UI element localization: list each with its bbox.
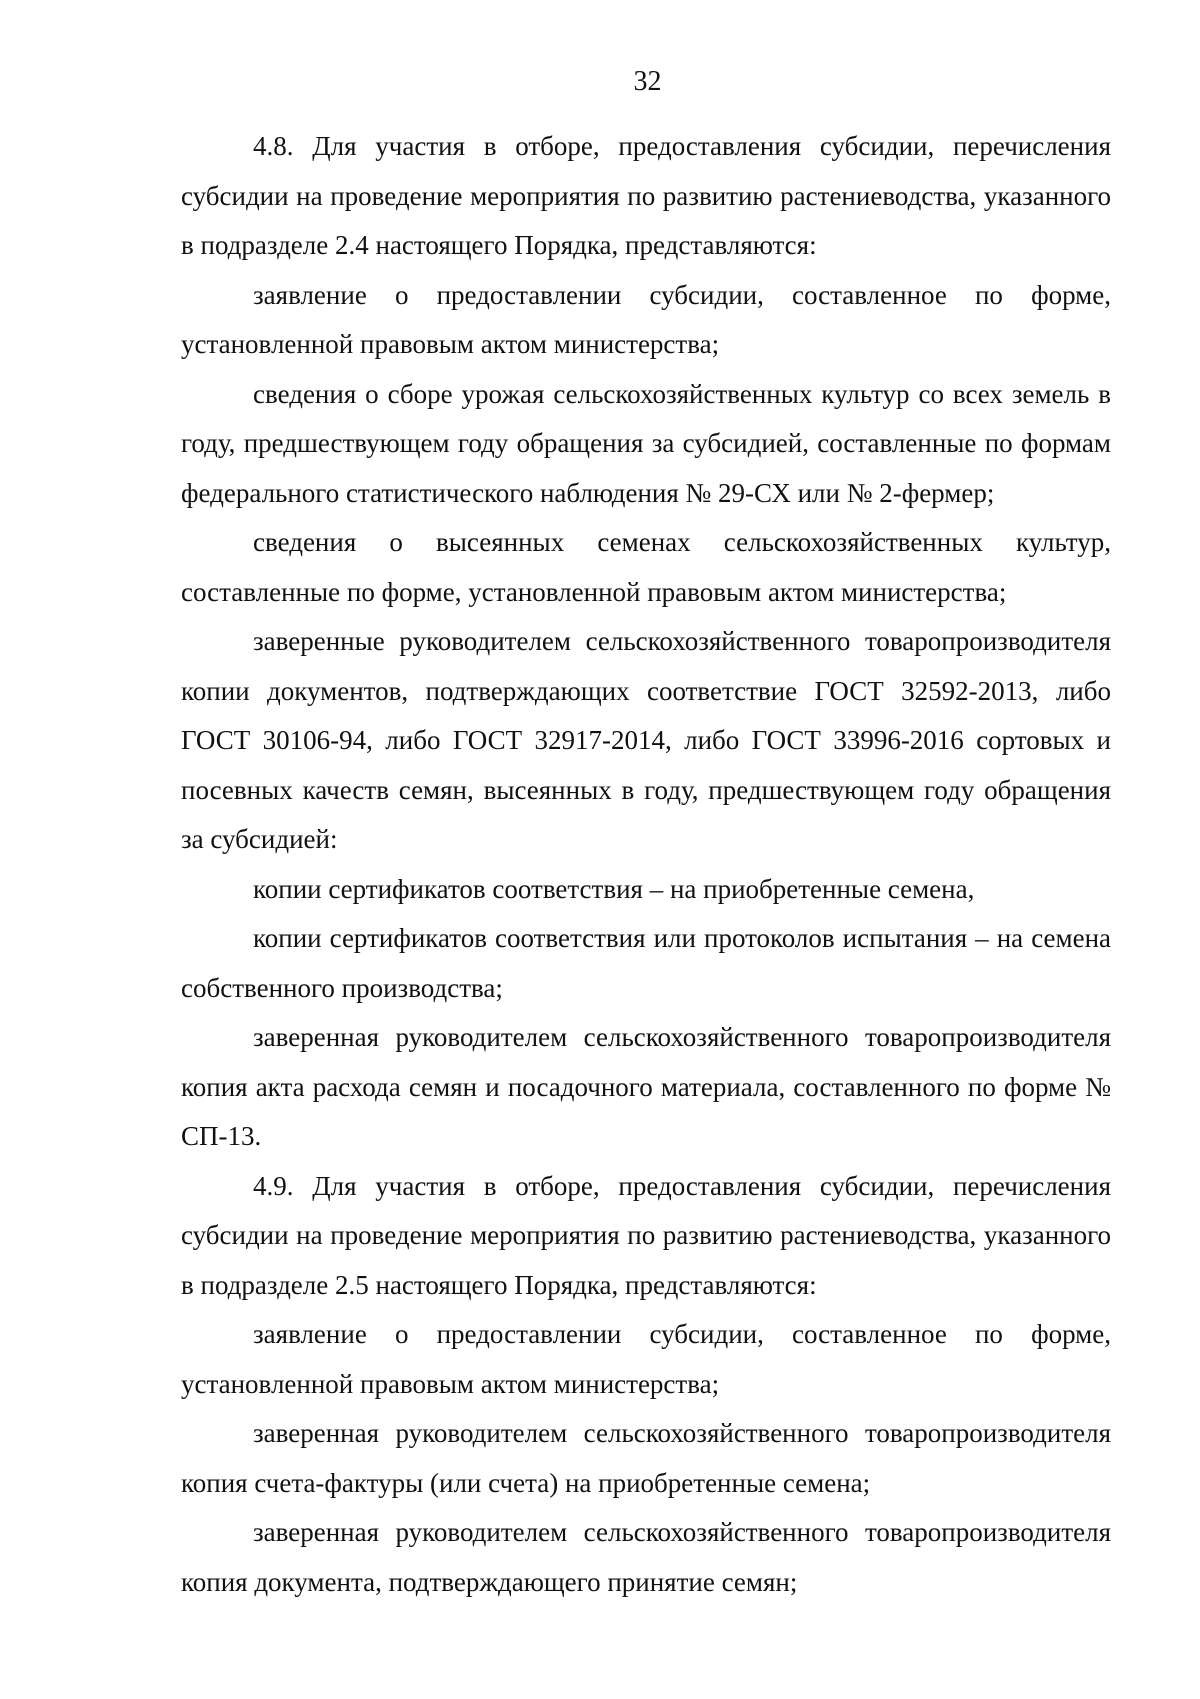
document-body [181, 122, 1111, 1607]
paragraph-application: заявление о предоставлении субсидии, составленное по форме, установленной правовым актом министерства; [181, 279, 1111, 359]
paragraph-invoice-copy: заверенная руководителем сельскохозяйственного товаропроизводителя копия счета-фактуры (или счета) на приобретенные семена; [181, 1418, 1111, 1498]
paragraph-own-seeds-certificates: копии сертификатов соответствия или протоколов испытания – на семена собственного производства; [181, 923, 1111, 1003]
paragraph-harvest-info: сведения о сборе урожая сельскохозяйственных культур со всех земель в году, предшествующем году обращения за субсидией, составленные по формам федерального статистического наблюдения № 29-СХ или № 2-фермер; [181, 378, 1111, 508]
paragraph-purchased-seeds-certificates: копии сертификатов соответствия – на приобретенные семена, [253, 873, 975, 904]
paragraph-4-8-intro: 4.8. Для участия в отборе, предоставления субсидии, перечисления субсидии на проведение мероприятия по развитию растениеводства, указанного в подразделе 2.4 настоящего Порядка, представляются: [181, 131, 1111, 260]
paragraph-gost-documents: заверенные руководителем сельскохозяйственного товаропроизводителя копии документов, подтверждающих соответствие ГОСТ 32592-2013, либо ГОСТ 30106-94, либо ГОСТ 32917-2014, либо ГОСТ 33996-2016 сортовых и посевных качеств семян, высеянных в году, предшествующем году обращения за субсидией: [181, 626, 1111, 854]
paragraph-sown-seeds-info: сведения о высеянных семенах сельскохозяйственных культур, составленные по форме, установленной правовым актом министерства; [181, 527, 1111, 607]
paragraph-4-9-intro: 4.9. Для участия в отборе, предоставления субсидии, перечисления субсидии на проведение мероприятия по развитию растениеводства, указанного в подразделе 2.5 настоящего Порядка, представляются: [181, 1170, 1111, 1300]
paragraph-application-2: заявление о предоставлении субсидии, составленное по форме, установленной правовым актом министерства; [181, 1319, 1111, 1399]
paragraph-acceptance-document: заверенная руководителем сельскохозяйственного товаропроизводителя копия документа, подтверждающего принятие семян; [181, 1517, 1111, 1597]
page-number: 32 [633, 66, 662, 97]
paragraph-sp13-act: заверенная руководителем сельскохозяйственного товаропроизводителя копия акта расхода семян и посадочного материала, составленного по форме № СП-13. [181, 1022, 1111, 1151]
